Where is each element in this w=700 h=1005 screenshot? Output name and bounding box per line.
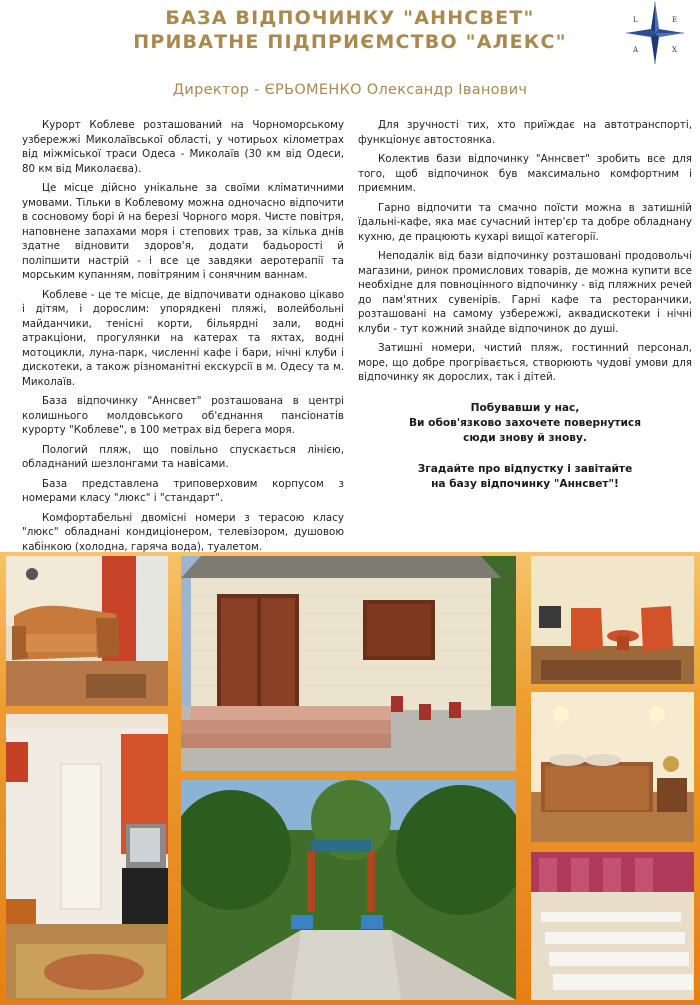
title-line-1: БАЗА ВІДПОЧИНКУ "АННСВЕТ" [165, 7, 535, 29]
callout-line: Ви обов'язково захочете повернутися [408, 416, 641, 429]
paragraph: Це місце дійсно унікальне за своїми кліматичними умовами. Тільки в Коблевому можна одночасно відпочити в сосновому борі й на березі Чорного моря. Чисте повітря, наповнене запахами моря і степових трав, за кілька днів здатне відновити здоров'я, додати бадьорості й поліпшити настрій - і все це завдяки аеротерапії та морським купанням, повітряним і сонячним ваннам. [22, 182, 344, 281]
paragraph: Колектив бази відпочинку "Аннсвет" зробить все для того, щоб відпочинок був максимально комфортним і приємним. [358, 153, 692, 194]
paragraph: Курорт Коблеве розташований на Чорноморському узбережжі Миколаївської області, у чотирьох кілометрах від міжміської траси Одеса - Миколаїв (30 км від Одеси, 80 км від Миколаєва). [22, 119, 344, 175]
paragraph: Комфортабельні двомісні номери з терасою класу "люкс" обладнані кондиціонером, телевізором, душовою кабінкою (холодна, гаряча вода), туалетом. [22, 511, 344, 553]
invitation-callout [358, 401, 692, 492]
photo-bedroom [531, 692, 694, 842]
title-line-2: ПРИВАТНЕ ПІДПРИЄМСТВО "АЛЕКС" [133, 31, 567, 53]
callout-line: сюди знову й знову. [463, 431, 587, 444]
paragraph: Для зручності тих, хто приїждає на автотранспорті, функціонує автостоянка. [358, 119, 692, 146]
compass-rose-icon [624, 0, 686, 66]
paragraph: Неподалік від бази відпочинку розташовані продовольчі магазини, ринок промислових товарів, де можна купити все необхідне для повноцінного відпочинку - від пляжних речей до пам'ятних сувенірів. Гарні кафе та ресторанчики, розташовані на самому узбережжі, аквадискотеки і нічні клуби - тут кожний знайде відпочинок до душі. [358, 250, 692, 335]
paragraph: Затишні номери, чистий пляж, гостинний персонал, море, що добре прогрівається, створюють чудові умови для відпочинку як дорослих, так і дітей. [358, 342, 692, 383]
page-title [0, 6, 700, 54]
photo-armchairs-room [531, 556, 694, 684]
photo-building [181, 556, 516, 771]
callout-line: на базу відпочинку "Аннсвет"! [431, 477, 619, 490]
paragraph: База відпочинку "Аннсвет" розташована в центрі колишнього молдовського об'єднання пансіонатів курорту "Коблеве", в 100 метрах від берега моря. [22, 395, 344, 436]
logo-letter-x: X [672, 46, 677, 54]
right-text-column [358, 118, 692, 492]
photo-gallery [0, 552, 700, 1005]
logo-letter-e: E [672, 16, 678, 24]
paragraph: Пологий пляж, що повільно спускається лінією, обладнаний шезлонгами та навісами. [22, 443, 344, 470]
paragraph: База представлена триповерховим корпусом з номерами класу "люкс" і "стандарт". [22, 477, 344, 504]
paragraph: Гарно відпочити та смачно поїсти можна в затишній їдальні-кафе, яка має сучасний інтер'єр та добре обладнану кухню, де працюють кухарі вищої категорії. [358, 201, 692, 243]
director-line: Директор - ЄРЬОМЕНКО Олександр Іванович [172, 82, 528, 98]
callout-line: Побувавши у нас, [470, 401, 580, 414]
left-text-column [22, 118, 344, 559]
callout-line: Згадайте про відпустку і завітайте [417, 462, 633, 475]
photo-dining-hall [531, 852, 694, 1000]
logo-letter-a: A [633, 46, 639, 54]
logo-letter-l: L [633, 16, 638, 24]
paragraph: Коблеве - це те місце, де відпочивати однаково цікаво і дітям, і дорослим: упорядкені пляжі, волейбольні майданчики, тенісні корти, більярдні зали, водні атракціони, прогулянки на катерах та яхтах, водні мотоцикли, луна-парк, численні кафе і бари, нічні клуби і дискотеки, а також різноманітні екскурсії в м. Одесу та м. Миколаїв. [22, 288, 344, 388]
photo-sofa-room [6, 556, 168, 706]
photo-room-tv [6, 714, 168, 1000]
photo-entrance-alley [181, 780, 516, 1000]
